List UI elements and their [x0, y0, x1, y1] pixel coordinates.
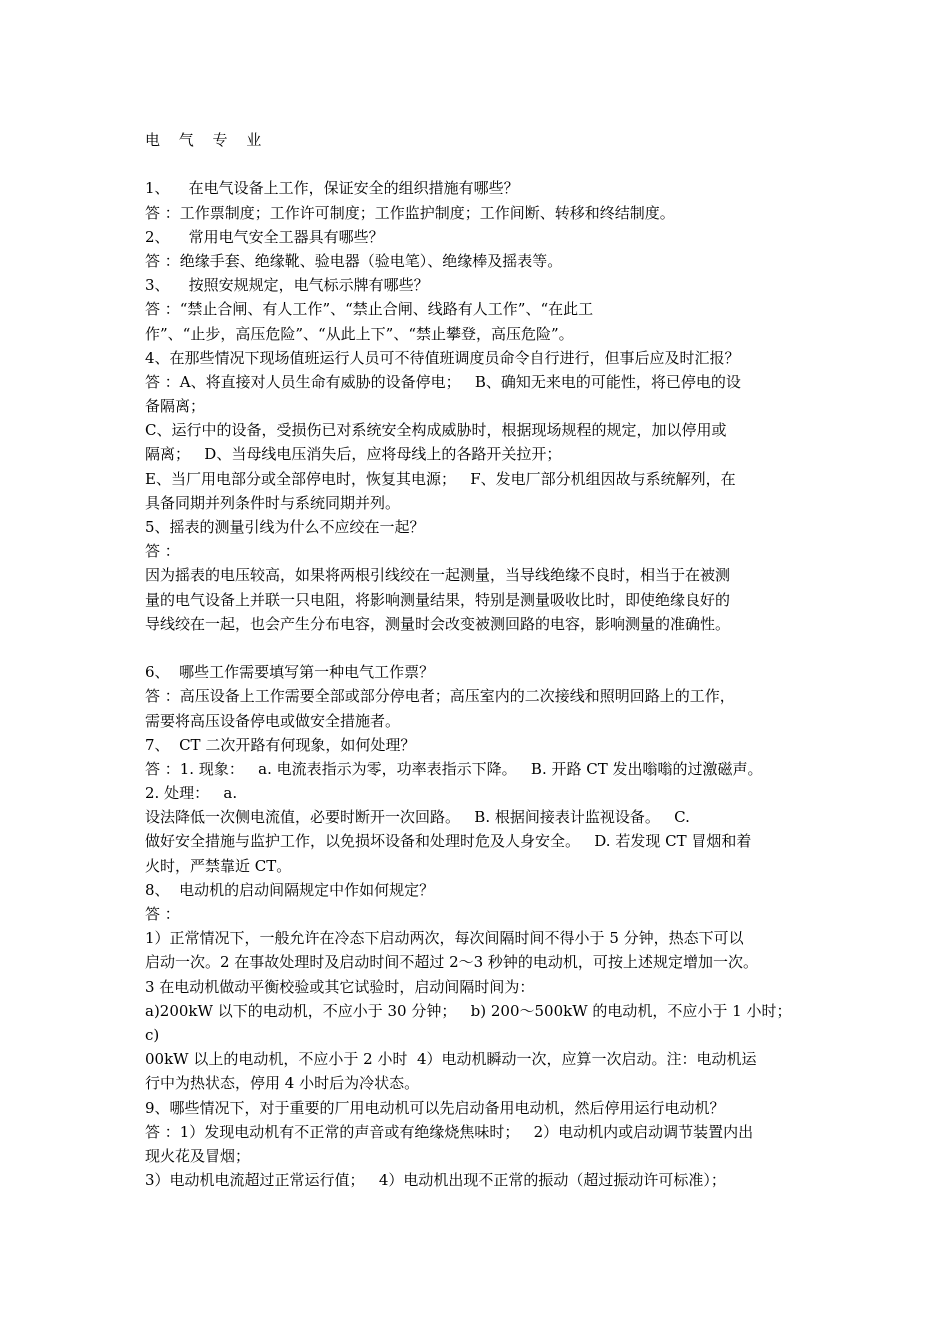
answer-line: 答 ：1）发现电动机有不正常的声音或有绝缘烧焦味时； 2）电动机内或启动调节装置内出 — [145, 1122, 754, 1141]
answer-line: 现火花及冒烟； — [145, 1146, 251, 1165]
answer-line: 具备同期并列条件时与系统同期并列。 — [145, 493, 401, 512]
answer-line: 因为摇表的电压较高，如果将两根引线绞在一起测量，当导线绝缘不良时，相当于在被测 — [145, 566, 731, 585]
answer-line: 作”、“止步，高压危险”、“从此上下”、“禁止攀登，高压危险”。 — [145, 324, 574, 343]
answer-line: c) — [145, 1025, 160, 1044]
answer-line: 做好安全措施与监护工作，以免损坏设备和处理时危及人身安全。 D. 若发现 CT 冒烟和着 — [145, 832, 752, 851]
answer-line: 1）正常情况下，一般允许在冷态下启动两次，每次间隔时间不得小于 5 分钟，热态下可以 — [145, 929, 744, 948]
answer-line: E、当厂用电部分或全部停电时，恢复其电源； F、发电厂部分机组因故与系统解列，在 — [145, 469, 736, 488]
blank-line — [145, 636, 815, 660]
question-line: 1、 在电气设备上工作，保证安全的组织措施有哪些？ — [145, 179, 519, 198]
answer-line: 答 ：A、将直接对人员生命有威胁的设备停电； B、确知无来电的可能性，将已停电的设 — [145, 372, 741, 391]
answer-line: 需要将高压设备停电或做安全措施者。 — [145, 711, 401, 730]
answer-line: 行中为热状态，停用 4 小时后为冷状态。 — [145, 1074, 420, 1093]
question-line: 6、 哪些工作需要填写第一种电气工作票？ — [145, 663, 435, 682]
answer-line: 备隔离； — [145, 397, 206, 416]
answer-line: 火时，严禁靠近 CT。 — [145, 856, 292, 875]
answer-line: 设法降低一次侧电流值，必要时断开一次回路。 B. 根据间接表计监视设备。 C. — [145, 808, 690, 827]
answer-line: 启动一次。2 在事故处理时及启动时间不超过 2～3 秒钟的电动机，可按上述规定增加一次。 — [145, 953, 758, 972]
question-line: 2、 常用电气安全工器具有哪些？ — [145, 227, 384, 246]
answer-line: 隔离； D、当母线电压消失后，应将母线上的各路开关拉开； — [145, 445, 562, 464]
question-line: 3、 按照安规规定，电气标示牌有哪些？ — [145, 276, 429, 295]
question-line: 5、摇表的测量引线为什么不应绞在一起？ — [145, 518, 425, 536]
answer-line: 3 在电动机做动平衡校验或其它试验时，启动间隔时间为： — [145, 977, 535, 996]
answer-line: 答 ：“禁止合闸、有人工作”、“禁止合闸、线路有人工作”、“在此工 — [145, 300, 594, 319]
answer-line: 3）电动机电流超过正常运行值； 4）电动机出现不正常的振动（超过振动许可标准）； — [145, 1171, 726, 1190]
document-body — [145, 128, 815, 1192]
answer-line: 答 ：高压设备上工作需要全部或部分停电者；高压室内的二次接线和照明回路上的工作， — [145, 687, 735, 706]
answer-line: C、运行中的设备，受损伤已对系统安全构成威胁时，根据现场规程的规定，加以停用或 — [145, 421, 727, 440]
answer-line: 答 ： — [145, 542, 180, 561]
answer-line: 导线绞在一起，也会产生分布电容，测量时会改变被测回路的电容，影响测量的准确性。 — [145, 614, 731, 633]
answer-line: 2. 处理： a. — [145, 784, 238, 803]
text-lines — [145, 176, 815, 1192]
answer-line: 答 ：1. 现象： a. 电流表指示为零，功率表指示下降。 B. 开路 CT 发出嗡嗡的过激磁声。 — [145, 759, 763, 778]
spacer — [145, 152, 815, 176]
question-line: 4、在那些情况下现场值班运行人员可不待值班调度员命令自行进行，但事后应及时汇报？ — [145, 348, 740, 367]
question-line: 8、 电动机的启动间隔规定中作如何规定？ — [145, 880, 435, 899]
page-title: 电 气 专 业 — [145, 131, 269, 149]
answer-line: 00kW 以上的电动机，不应小于 2 小时 4）电动机瞬动一次，应算一次启动。注：电动机运 — [145, 1050, 757, 1069]
question-line: 9、哪些情况下，对于重要的厂用电动机可以先启动备用电动机，然后停用运行电动机？ — [145, 1098, 725, 1117]
answer-line: 答 ： — [145, 905, 180, 923]
answer-line: 答 ：绝缘手套、绝缘靴、验电器（验电笔）、绝缘棒及摇表等。 — [145, 251, 563, 270]
question-line: 7、 CT 二次开路有何现象，如何处理？ — [145, 735, 416, 754]
answer-line: 量的电气设备上并联一只电阻，将影响测量结果，特别是测量吸收比时，即使绝缘良好的 — [145, 590, 731, 609]
answer-line: 答 ：工作票制度；工作许可制度；工作监护制度；工作间断、转移和终结制度。 — [145, 203, 675, 222]
answer-line: a)200kW 以下的电动机，不应小于 30 分钟； b) 200～500kW 的电动机，不应小于 1 小时； — [145, 1001, 792, 1020]
